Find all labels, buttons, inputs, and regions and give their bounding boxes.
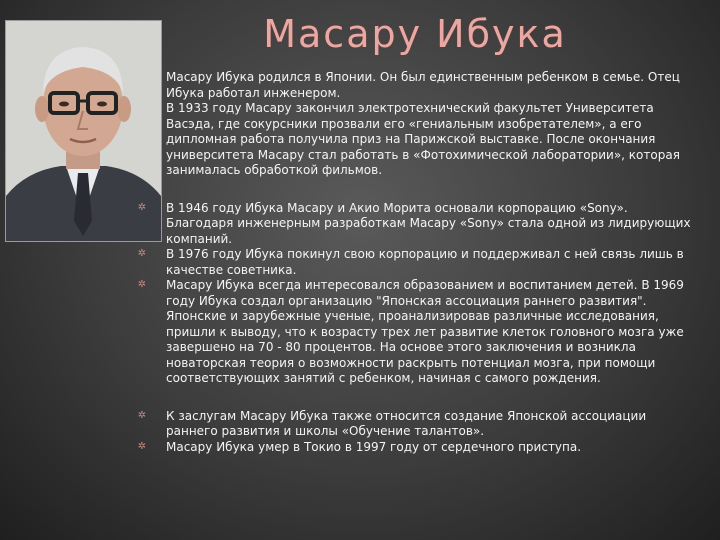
paragraph-text: В 1933 году Масару закончил электротехнический факультет Университета Васэда, где сокурсники прозвали его «гениальным изобретателем», а его дипломная работа получила приз на Парижской выставке. После окончания университета Масару стал работать в «Фотохимической лаборатории», которая занималась обработкой фильмов. [166, 101, 680, 177]
bullet-icon: ✲ [137, 279, 147, 290]
paragraph-text: В 1976 году Ибука покинул свою корпорацию и поддерживал с ней связь лишь в качестве советника. [166, 247, 684, 277]
bullet-item [136, 278, 696, 387]
paragraph-text: Масару Ибука родился в Японии. Он был единственным ребенком в семье. Отец Ибука работал инженером. [166, 70, 680, 100]
bullet-icon: ✲ [137, 409, 147, 421]
bullet-item [136, 409, 696, 440]
paragraph-text: Масару Ибука умер в Токио в 1997 году от сердечного приступа. [166, 439, 582, 454]
paragraph [136, 101, 696, 179]
slide-body [136, 70, 696, 455]
bullet-item [136, 247, 696, 278]
slide-title: Масару Ибука [263, 12, 567, 56]
bullet-icon: ✲ [137, 248, 147, 259]
paragraph-text: В 1946 году Ибука Масару и Акио Морита основали корпорацию «Sony». Благодаря инженерным разработкам Масару «Sony» стала одной из лидирующих компаний. [166, 200, 691, 246]
paragraph-text: Масару Ибука всегда интересовался образованием и воспитанием детей. В 1969 году Ибука создал организацию "Японская ассоциация раннего развития". Японские и зарубежные ученые, проанализировав различные исследования, пришли к выводу, что к возрасту трех лет развитие клеток головного мозга уже завершено на 70 - 80 процентов. На основе этого заключения и возникла новаторская теория о возможности раскрыть потенциал мозга, при помощи соответствующих занятий с ребенком, начиная с самого рождения. [166, 278, 684, 385]
bullet-icon: ✲ [137, 201, 147, 213]
bullet-item [136, 201, 696, 248]
paragraph [136, 70, 696, 101]
bullet-item [136, 440, 696, 456]
paragraph-text: К заслугам Масару Ибука также относится создание Японской ассоциации раннего развития и школы «Обучение талантов». [166, 408, 647, 438]
bullet-icon: ✲ [137, 440, 147, 452]
